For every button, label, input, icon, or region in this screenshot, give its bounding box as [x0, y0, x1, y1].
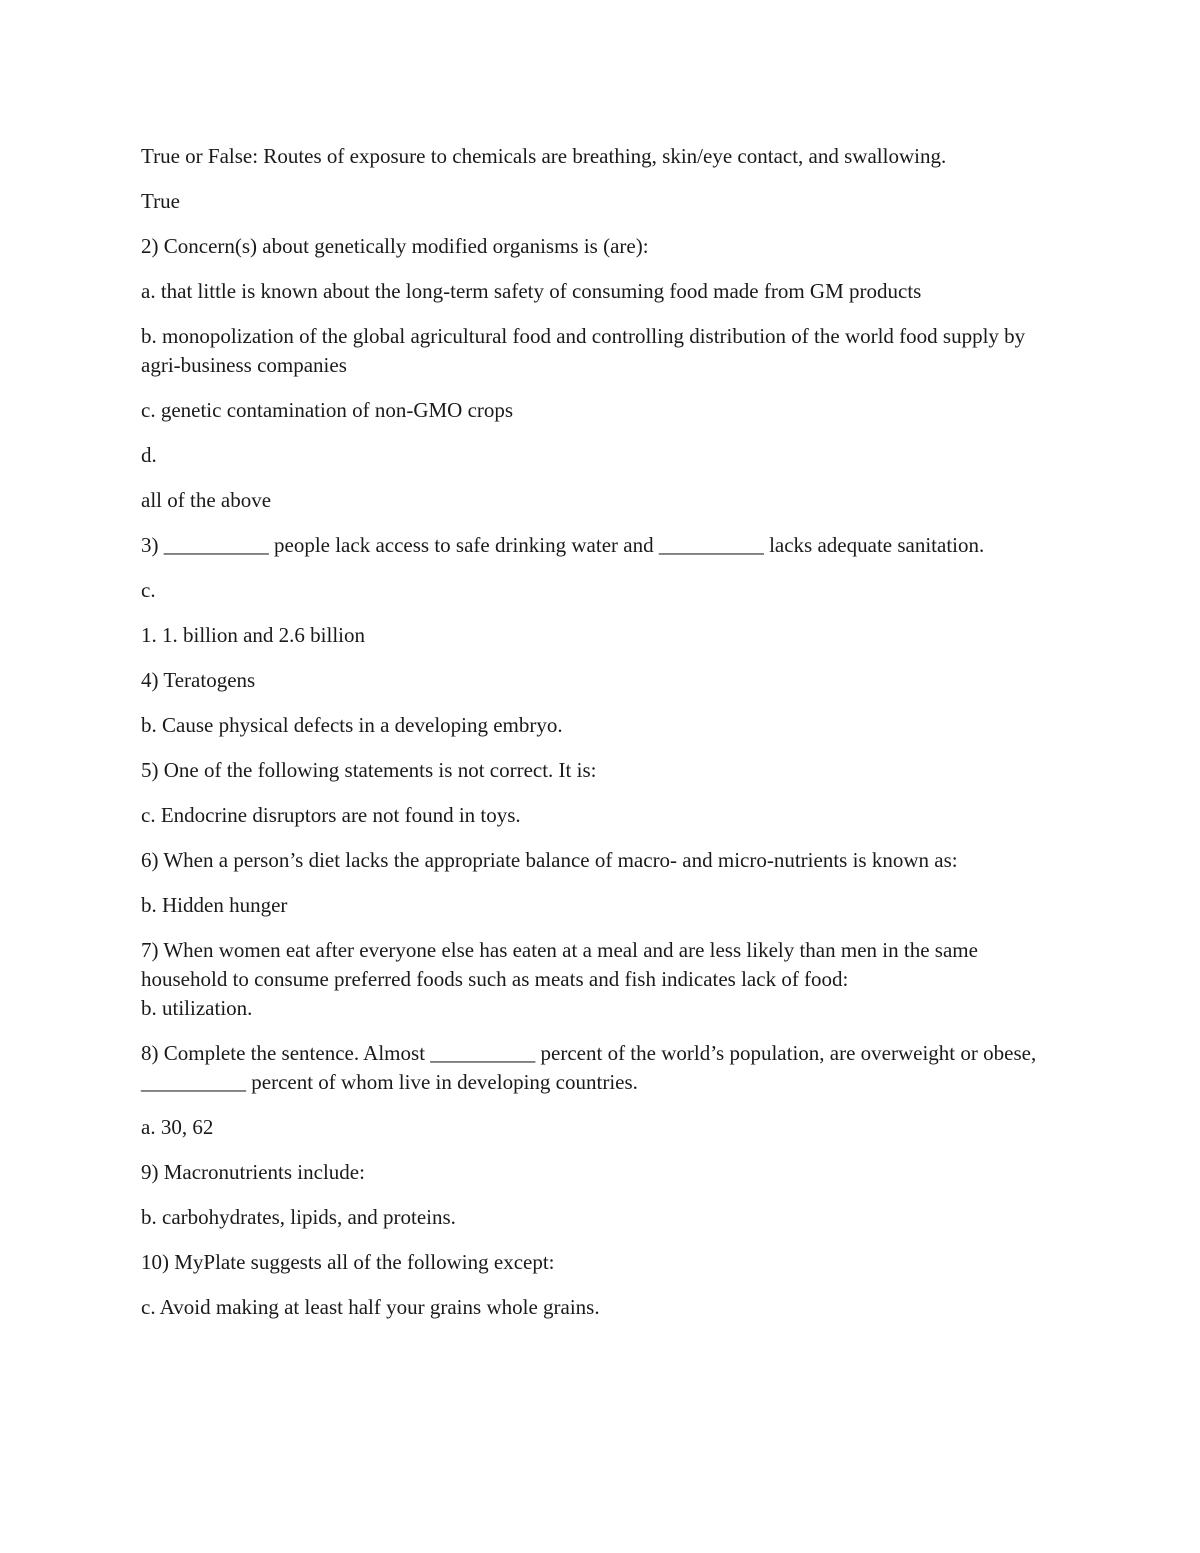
option-2d-label: d. — [141, 443, 157, 467]
answer-4: b. Cause physical defects in a developing embryo. — [141, 713, 563, 737]
question-7: 7) When women eat after everyone else has eaten at a meal and are less likely than men in the same household to consume preferred foods such as meats and fish indicates lack of food: — [141, 938, 978, 991]
answer-8: a. 30, 62 — [141, 1115, 214, 1139]
question-5: 5) One of the following statements is not correct. It is: — [141, 758, 597, 782]
question-3: 3) __________ people lack access to safe drinking water and __________ lacks adequate sanitation. — [141, 533, 985, 557]
question-2: 2) Concern(s) about genetically modified organisms is (are): — [141, 234, 649, 258]
question-10: 10) MyPlate suggests all of the following except: — [141, 1250, 555, 1274]
question-8: 8) Complete the sentence. Almost __________ percent of the world’s population, are overweight or obese, __________ percent of whom live in developing countries. — [141, 1041, 1037, 1094]
answer-3-label: c. — [141, 578, 156, 602]
answer-5: c. Endocrine disruptors are not found in toys. — [141, 803, 521, 827]
answer-1: True — [141, 189, 180, 213]
document-body — [141, 142, 1066, 1338]
option-2a: a. that little is known about the long-term safety of consuming food made from GM products — [141, 279, 922, 303]
answer-3-text: 1. 1. billion and 2.6 billion — [141, 623, 365, 647]
question-6: 6) When a person’s diet lacks the appropriate balance of macro- and micro-nutrients is known as: — [141, 848, 958, 872]
answer-6: b. Hidden hunger — [141, 893, 288, 917]
answer-9: b. carbohydrates, lipids, and proteins. — [141, 1205, 456, 1229]
option-2d-text: all of the above — [141, 488, 272, 512]
question-4: 4) Teratogens — [141, 668, 256, 692]
question-1: True or False: Routes of exposure to chemicals are breathing, skin/eye contact, and swallowing. — [141, 144, 947, 168]
option-2b: b. monopolization of the global agricultural food and controlling distribution of the world food supply by agri-business companies — [141, 324, 1026, 377]
answer-10: c. Avoid making at least half your grains whole grains. — [141, 1295, 600, 1319]
option-2c: c. genetic contamination of non-GMO crops — [141, 398, 514, 422]
question-9: 9) Macronutrients include: — [141, 1160, 365, 1184]
answer-7: b. utilization. — [141, 996, 253, 1020]
